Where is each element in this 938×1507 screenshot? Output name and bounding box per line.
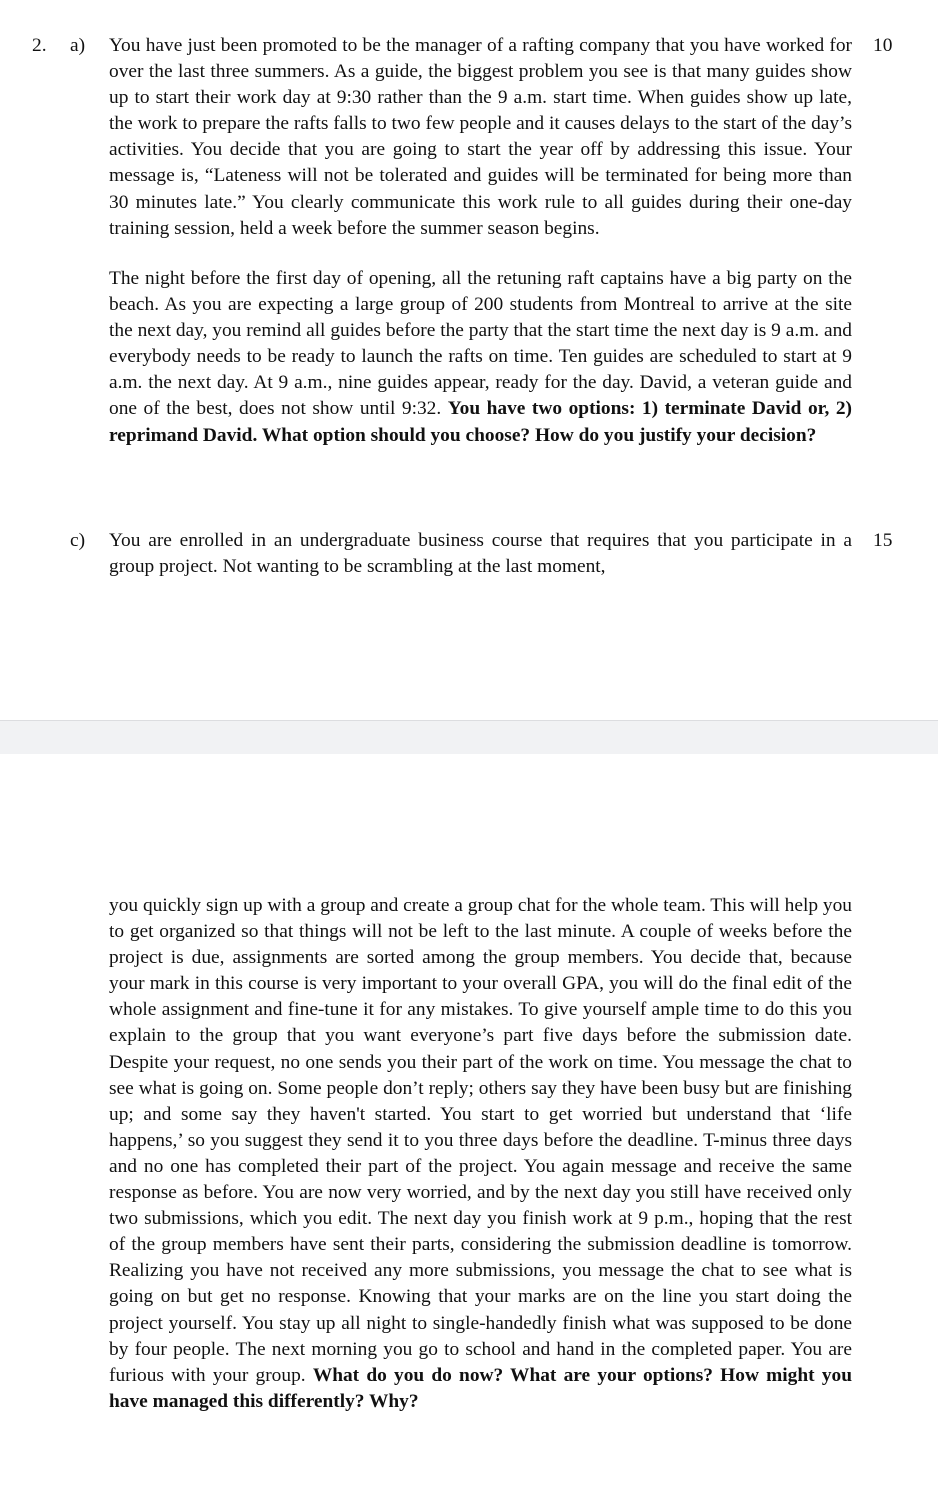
part-c-label: c) <box>70 530 86 551</box>
part-a-question-bold: You have two options: 1) terminate David or, 2) reprimand David. What option should you choose? How do you justify your decision? <box>109 398 852 446</box>
part-c-question-bold: What do you do now? What are your options? How might you have managed this differently? Why? <box>109 1364 852 1412</box>
part-a-label: a) <box>70 35 86 56</box>
part-c-scenario-text: you quickly sign up with a group and create a group chat for the whole team. This will help you to get organized so that things will not be left to the last minute. A couple of weeks before the project is due, assignments are sorted among the group members. You decide that, because your mark in this course is very important to your overall GPA, you will do the final edit of the whole assignment and fine-tune it for any mistakes. To give yourself ample time to do this you explain to the group that you want everyone’s part five days before the submission date. Despite your request, no one sends you their part of the work on time. You message the chat to see what is going on. Some people don’t reply; others say they have been busy but are finishing up; and some say they haven't started. You start to get worried but understand that ‘life happens,’ so you suggest they send it to you three days before the deadline. T-minus three days and no one has completed their part of the project. You again message and receive the same response as before. You are now very worried, and by the next day you still have received only two submissions, which you edit. The next day you finish work at 9 p.m., hoping that the rest of the group members have sent their parts, considering the submission deadline is tomorrow. Realizing you have not received any more submissions, you message the chat to see what is going on but get no response. Knowing that your marks are on the line you start doing the project yourself. You stay up all night to single-handedly finish what was supposed to be done by four people. The next morning you go to school and hand in the completed paper. You are furious with your group. <box>109 895 852 1386</box>
page-separator <box>0 720 938 755</box>
part-c-paragraph-1: You are enrolled in an undergraduate business course that requires that you participate in a group project. Not wanting to be scrambling at the last moment, <box>109 530 852 578</box>
part-c-paragraph-2 <box>109 893 852 1415</box>
part-a-scenario-text: The night before the first day of opening, all the retuning raft captains have a big party on the beach. As you are expecting a large group of 200 students from Montreal to arrive at the site the next day, you remind all guides before the party that the start time the next day is 9 a.m. and everybody needs to be ready to launch the rafts on time. Ten guides are scheduled to start at 9 a.m. the next day. At 9 a.m., nine guides appear, ready for the day. David, a veteran guide and one of the best, does not show until 9:32. <box>109 268 852 420</box>
part-a-paragraph-1: You have just been promoted to be the manager of a rafting company that you have worked for over the last three summers. As a guide, the biggest problem you see is that many guides show up to start their work day at 9:30 rather than the 9 a.m. start time. When guides show up late, the work to prepare the rafts falls to two few people and it causes delays to the start of the day’s activities. You decide that you are going to start the year off by addressing this issue. Your message is, “Lateness will not be tolerated and guides will be terminated for being more than 30 minutes late.” You clearly communicate this work rule to all guides during their one-day training session, held a week before the summer season begins. <box>109 35 852 239</box>
question-number: 2. <box>32 35 47 56</box>
document-page-top <box>0 0 938 720</box>
part-a-paragraph-2 <box>109 266 852 449</box>
part-c-marks: 15 <box>873 530 893 551</box>
part-a-marks: 10 <box>873 35 893 56</box>
